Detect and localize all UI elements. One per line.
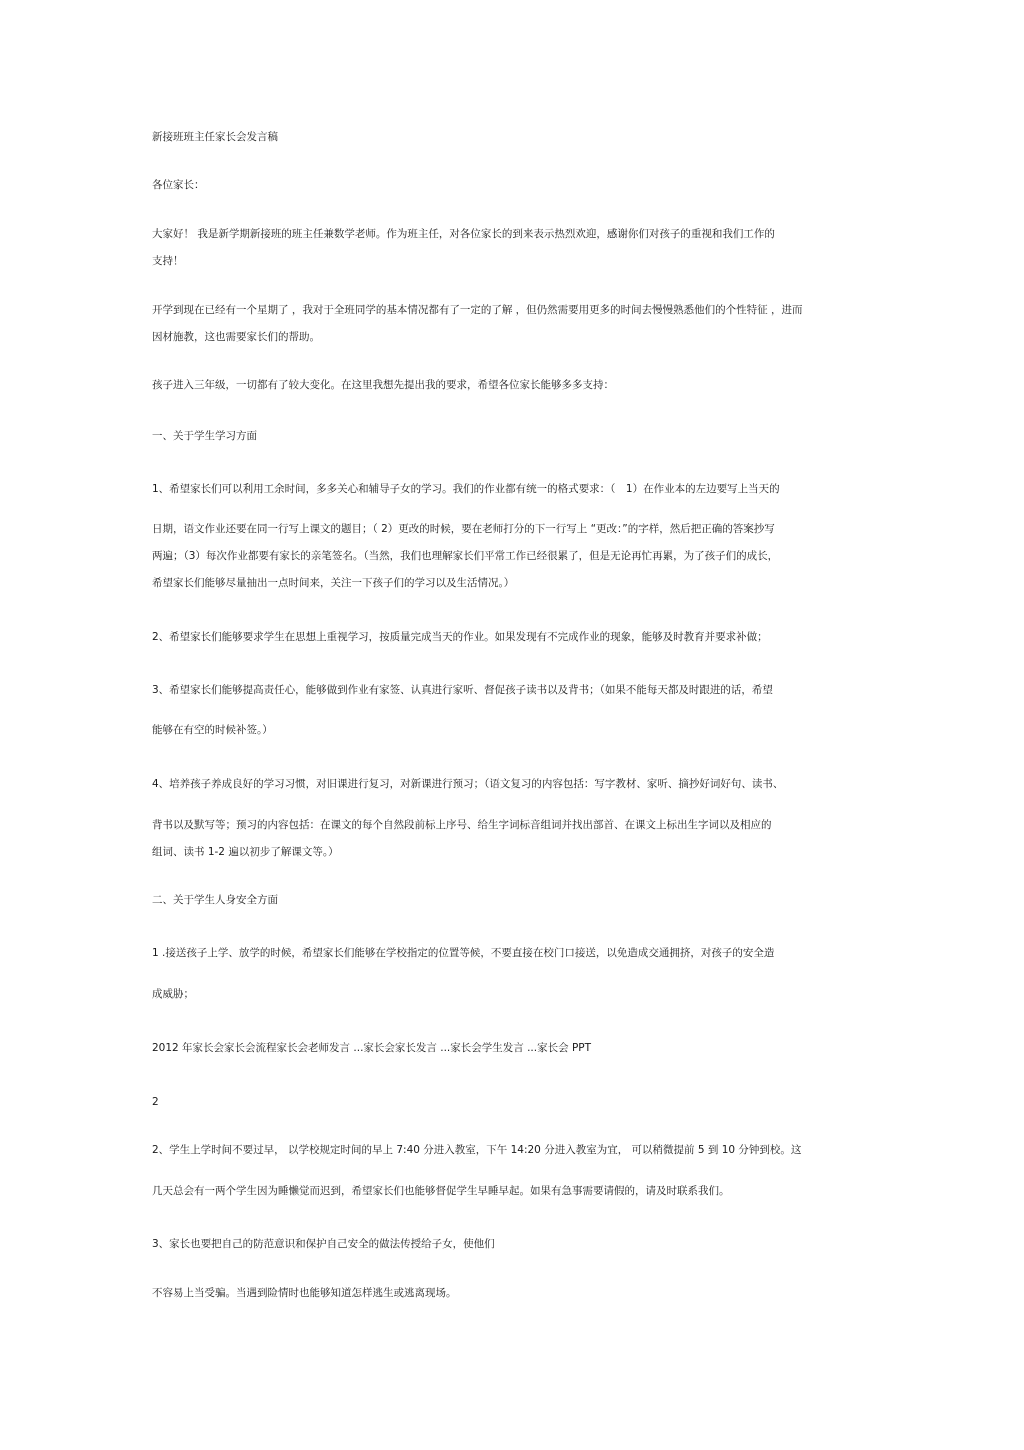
paragraph-line: 1 .接送孩子上学、放学的时候，希望家长们能够在学校指定的位置等候，不要直接在校门口接送，以免造成交通拥挤，对孩子的安全造 (152, 947, 775, 959)
paragraph-line: 3、希望家长们能够提高责任心，能够做到作业有家签、认真进行家听、督促孩子读书以及背书；（如果不能每天都及时跟进的话，希望 (152, 684, 773, 696)
salutation: 各位家长： (152, 179, 205, 191)
paragraph-line: 开学到现在已经有一个星期了 ，我对于全班同学的基本情况都有了一定的了解 ，但仍然需要用更多的时间去慢慢熟悉他们的个性特征 ，进而 (152, 304, 803, 316)
paragraph-line: 能够在有空的时候补签。） (152, 724, 273, 736)
paragraph-line: 背书以及默写等；预习的内容包括：在课文的每个自然段前标上序号、给生字词标音组词并找出部首、在课文上标出生字词以及相应的 (152, 819, 772, 831)
paragraph-line: 几天总会有一两个学生因为睡懒觉而迟到，希望家长们也能够督促学生早睡早起。如果有急事需要请假的，请及时联系我们。 (152, 1185, 730, 1197)
paragraph-line: 2、学生上学时间不要过早， 以学校规定时间的早上 7:40 分进入教室，下午 14:20 分进入教室为宜， 可以稍微提前 5 到 10 分钟到校。这 (152, 1144, 802, 1156)
paragraph-line: 4、培养孩子养成良好的学习习惯，对旧课进行复习，对新课进行预习；（语文复习的内容包括：写字教材、家听、摘抄好词好句、读书、 (152, 778, 784, 790)
paragraph-line: 组词、读书 1-2 遍以初步了解课文等。） (152, 846, 339, 858)
paragraph-line: 希望家长们能够尽量抽出一点时间来，关注一下孩子们的学习以及生活情况。） (152, 577, 515, 589)
document-title: 新接班班主任家长会发言稿 (152, 131, 278, 143)
paragraph-line: 孩子进入三年级，一切都有了较大变化。在这里我想先提出我的要求，希望各位家长能够多多支持： (152, 379, 614, 391)
paragraph-line: 日期，语文作业还要在同一行写上课文的题目；（ 2）更改的时候，要在老师打分的下一行写上 “更改：”的字样，然后把正确的答案抄写 (152, 523, 775, 535)
paragraph-line: 因材施教，这也需要家长们的帮助。 (152, 331, 320, 343)
page-number: 2 (152, 1096, 159, 1108)
paragraph-line: 不容易上当受骗。当遇到险情时也能够知道怎样逃生或逃离现场。 (152, 1287, 457, 1299)
paragraph-line: 2、希望家长们能够要求学生在思想上重视学习，按质量完成当天的作业。如果发现有不完成作业的现象，能够及时教育并要求补做； (152, 631, 768, 643)
paragraph-line: 3、家长也要把自己的防范意识和保护自己安全的做法传授给子女，使他们 (152, 1238, 495, 1250)
paragraph-line: 1、希望家长们可以利用工余时间，多多关心和辅导子女的学习。我们的作业都有统一的格式要求：（ 1）在作业本的左边要写上当天的 (152, 483, 780, 495)
paragraph-line: 两遍；（3）每次作业都要有家长的亲笔签名。（当然，我们也理解家长们平常工作已经很累了，但是无论再忙再累，为了孩子们的成长， (152, 550, 779, 562)
section-heading: 二、关于学生人身安全方面 (152, 894, 278, 906)
footer-text: 2012 年家长会家长会流程家长会老师发言 ...家长会家长发言 ...家长会学生发言 ...家长会 PPT (152, 1042, 592, 1054)
section-heading: 一、关于学生学习方面 (152, 430, 257, 442)
paragraph-line: 大家好！ 我是新学期新接班的班主任兼数学老师。作为班主任，对各位家长的到来表示热烈欢迎，感谢你们对孩子的重视和我们工作的 (152, 228, 775, 240)
paragraph-line: 成威胁； (152, 988, 194, 1000)
paragraph-line: 支持！ (152, 255, 184, 267)
